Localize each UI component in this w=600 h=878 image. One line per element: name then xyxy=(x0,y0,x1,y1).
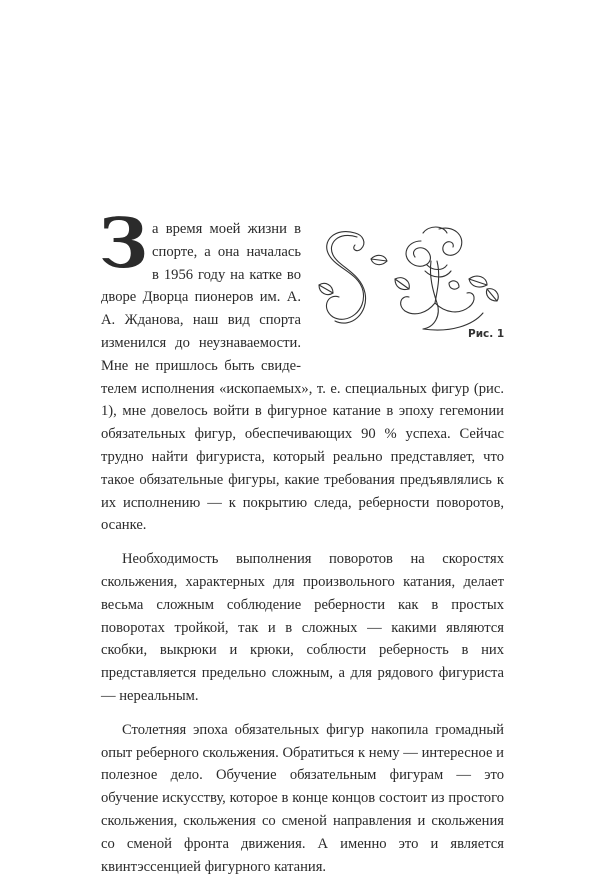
drop-cap: З xyxy=(99,204,149,284)
figure-1 xyxy=(311,221,506,353)
paragraph-3: Столетняя эпоха обязательных фигур накопила громадный опыт реберного скольжения. Обратиться к нему — интересное и полезное дело. Обучение обязательным фигурам — это обучение искусству, которое в конце концов состоит из простого скольжения, скольжения со сменой направления и скольжения со сменой фронта движения. А именно это и является квинтэссенцией фигурного катания. xyxy=(101,721,504,875)
paragraph-1-text: а время моей жизни в спорте, а она началась в 1956 году на катке во дворе Дворца пионеров им. А. А. Жданова, наш вид спорта изменился до неузнаваемости. Мне не пришлось быть свидетелем исполнения «ископаемых», т. е. специальных фигур (рис. 1), мне довелось войти в фигурное катание в эпоху гегемонии обязательных фигур, обеспечивающих 90 % успеха. Сейчас трудно найти фигуриста, который реально представляет, что такое обязательные фигуры, какие требования предъявлялись к их исполнению — к покрытию следа, реберности поворотов, осанке. xyxy=(101,221,504,534)
body-text xyxy=(99,204,505,878)
paragraph-2: Необходимость выполнения поворотов на скоростях скольжения, характерных для произвольного катания, делает весьма сложным соблюдение реберности как в простых поворотах тройкой, так и в сложных — какими являются скобки, выкрюки и крюки, соблюсти реберность в них представляется предельно сложным, а для рядового фигуриста — нереальным. xyxy=(101,551,504,704)
paragraph-1 xyxy=(99,204,505,537)
figure-caption: Рис. 1 xyxy=(468,328,505,340)
